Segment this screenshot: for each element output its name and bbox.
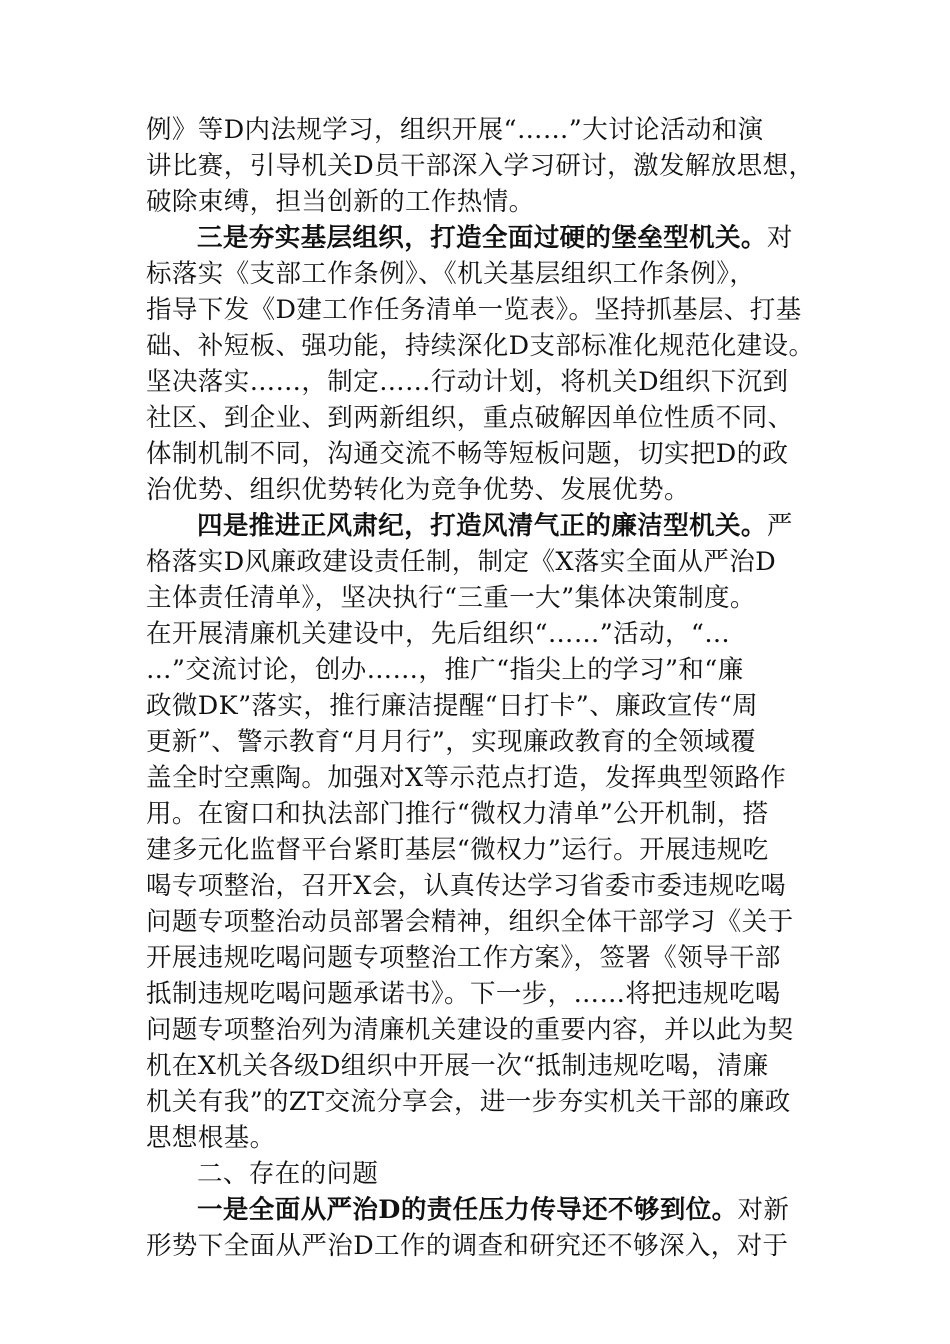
line-text: 主体责任清单》，坚决执行“三重一大”集体决策制度。: [146, 583, 756, 613]
line-text: 用。在窗口和执法部门推行“微权力清单”公开机制，搭: [146, 799, 769, 829]
text-line: [146, 112, 816, 148]
text-line: [146, 760, 816, 796]
text-line: [146, 400, 816, 436]
text-line: [146, 1192, 816, 1228]
text-line: [146, 1012, 816, 1048]
text-line: [146, 508, 816, 544]
text-line: [146, 832, 816, 868]
text-line: [146, 1156, 816, 1192]
text-line: [146, 1120, 816, 1156]
line-text: 更新”、警示教育“月月行”，实现廉政教育的全领域覆: [146, 727, 757, 757]
text-line: [146, 328, 816, 364]
line-text: 抵制违规吃喝问题承诺书》。下一步，……将把违规吃喝: [146, 979, 781, 1009]
line-text: 建多元化监督平台紧盯基层“微权力”运行。开展违规吃: [146, 835, 769, 865]
line-text: 政微DK”落实，推行廉洁提醒“日打卡”、廉政宣传“周: [146, 691, 759, 721]
line-text: 础、补短板、强功能，持续深化D支部标准化规范化建设。: [146, 331, 815, 361]
line-text: …”交流讨论，创办……，推广“指尖上的学习”和“廉: [146, 655, 744, 685]
line-text: 社区、到企业、到两新组织，重点破解因单位性质不同、: [146, 403, 794, 433]
document-body: [146, 112, 816, 1264]
line-text: 体制机制不同，沟通交流不畅等短板问题，切实把D的政: [146, 439, 789, 469]
line-text: 二、存在的问题: [197, 1159, 379, 1189]
line-text: 对: [766, 223, 793, 253]
text-line: [146, 868, 816, 904]
line-text: 喝专项整治，召开X会，认真传达学习省委市委违规吃喝: [146, 871, 787, 901]
text-line: [146, 1048, 816, 1084]
bold-heading-text: 三是夯实基层组织，打造全面过硬的堡垒型机关。: [197, 223, 767, 253]
line-text: 格落实D风廉政建设责任制，制定《X落实全面从严治D: [146, 547, 777, 577]
text-line: [146, 616, 816, 652]
text-line: [146, 472, 816, 508]
line-text: 开展违规吃喝问题专项整治工作方案》，签署《领导干部: [146, 943, 781, 973]
text-line: [146, 724, 816, 760]
text-line: [146, 976, 816, 1012]
text-line: [146, 184, 816, 220]
line-text: 问题专项整治列为清廉机关建设的重要内容，并以此为契: [146, 1015, 794, 1045]
line-text: 指导下发《D建工作任务清单一览表》。坚持抓基层、打基: [146, 295, 802, 325]
line-text: 对新: [737, 1195, 790, 1225]
line-text: 坚决落实……，制定……行动计划，将机关D组织下沉到: [146, 367, 789, 397]
text-line: [146, 256, 816, 292]
bold-heading-text: 四是推进正风肃纪，打造风清气正的廉洁型机关。: [197, 511, 767, 541]
text-line: [146, 364, 816, 400]
text-line: [146, 1228, 816, 1264]
line-text: 盖全时空熏陶。加强对X等示范点打造，发挥典型领路作: [146, 763, 787, 793]
line-text: 破除束缚，担当创新的工作热情。: [146, 187, 535, 217]
text-line: [146, 652, 816, 688]
line-text: 严: [766, 511, 793, 541]
text-line: [146, 580, 816, 616]
line-text: 问题专项整治动员部署会精神，组织全体干部学习《关于: [146, 907, 794, 937]
line-text: 机在X机关各级D组织中开展一次“抵制违规吃喝，清廉: [146, 1051, 769, 1081]
line-text: 治优势、组织优势转化为竞争优势、发展优势。: [146, 475, 690, 505]
line-text: 在开展清廉机关建设中，先后组织“……”活动，“…: [146, 619, 731, 649]
text-line: [146, 796, 816, 832]
text-line: [146, 148, 816, 184]
text-line: [146, 688, 816, 724]
line-text: 例》等D内法规学习，组织开展“……”大讨论活动和演: [146, 115, 764, 145]
text-line: [146, 292, 816, 328]
line-text: 机关有我”的ZT交流分享会，进一步夯实机关干部的廉政: [146, 1087, 791, 1117]
text-line: [146, 436, 816, 472]
text-line: [146, 940, 816, 976]
line-text: 讲比赛，引导机关D员干部深入学习研讨，激发解放思想，: [146, 151, 815, 181]
line-text: 形势下全面从严治D工作的调查和研究还不够深入，对于: [146, 1231, 789, 1261]
text-line: [146, 1084, 816, 1120]
line-text: 标落实《支部工作条例》、《机关基层组织工作条例》，: [146, 259, 756, 289]
text-line: [146, 904, 816, 940]
text-line: [146, 220, 816, 256]
text-line: [146, 544, 816, 580]
bold-heading-text: 一是全面从严治D的责任压力传导还不够到位。: [197, 1195, 738, 1225]
line-text: 思想根基。: [146, 1123, 276, 1153]
